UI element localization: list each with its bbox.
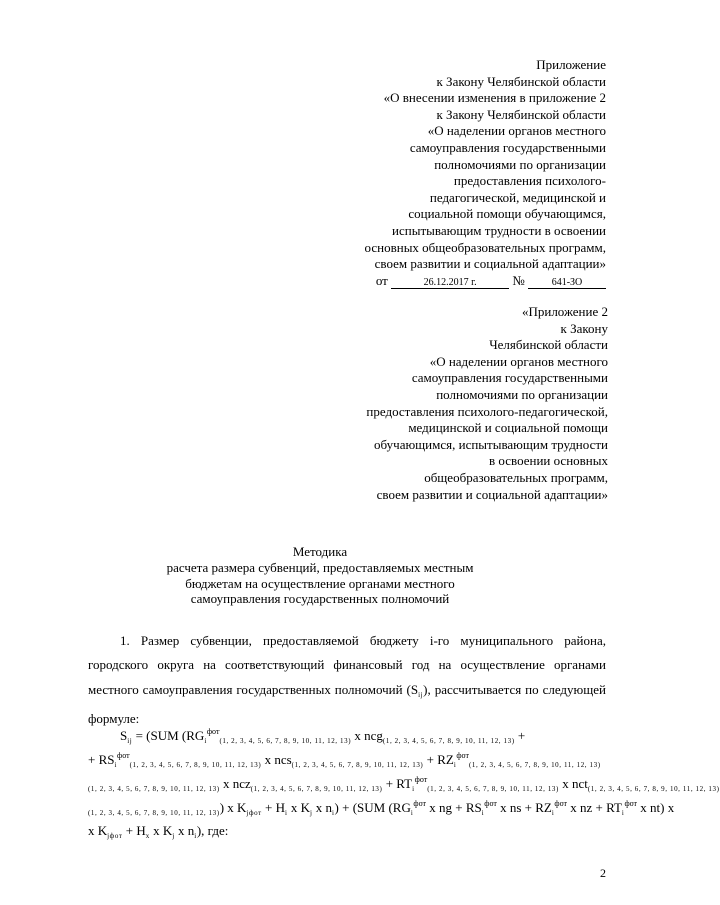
- formula-text: x K: [149, 823, 173, 838]
- formula-text: x K: [88, 823, 108, 838]
- formula-sub: j: [172, 832, 175, 840]
- formula-text: x n: [312, 800, 332, 815]
- formula-text: x nz + RT: [566, 800, 622, 815]
- formula-sup: фот: [554, 799, 567, 808]
- formula-sub: i: [621, 809, 625, 817]
- formula-text: ), где:: [196, 823, 229, 838]
- formula-sub: jфот: [246, 809, 262, 817]
- title-line: расчета размера субвенций, предоставляемых местным: [166, 559, 474, 575]
- number-sign: №: [512, 272, 525, 288]
- paragraph-1-end: ), рассчитывается по следующей формуле:: [88, 681, 606, 727]
- formula-text: x K: [287, 800, 310, 815]
- formula-line-3: [88, 775, 720, 793]
- law-number: 641-ЗО: [528, 277, 606, 289]
- formula-text: + RS: [88, 752, 115, 767]
- appendix2-line: общеобразовательных программ,: [424, 469, 608, 485]
- appendix2-line: «О наделении органов местного: [429, 353, 608, 369]
- formula-sub: i: [114, 761, 118, 769]
- formula-text: x ncg: [351, 728, 383, 743]
- formula-sup: фот: [624, 799, 638, 808]
- formula-sub: x: [145, 832, 150, 840]
- formula-sup: фот: [206, 727, 220, 736]
- appendix2-line: предоставления психолого-педагогической,: [366, 403, 608, 419]
- header-line: «О наделении органов местного: [427, 123, 606, 139]
- formula-sup: фот: [414, 775, 428, 784]
- appendix2-line: к Закону: [560, 320, 608, 336]
- appendix2-line: «Приложение 2: [521, 304, 608, 319]
- appendix-2-header: [248, 304, 608, 503]
- formula-text: = (SUM (RG: [132, 728, 205, 743]
- formula-sub: (1, 2, 3, 4, 5, 6, 7, 8, 9, 10, 11, 12, 13): [250, 785, 383, 793]
- appendix2-line: обучающимся, испытывающим трудности: [374, 436, 608, 452]
- page-number: 2: [600, 866, 606, 880]
- header-line: основных общеобразовательных программ,: [364, 239, 606, 255]
- header-line: самоуправления государственными: [409, 139, 606, 155]
- formula-text: x ncs: [261, 752, 292, 767]
- formula-sup: фот: [484, 799, 497, 808]
- formula-text: x nt) x: [637, 800, 675, 815]
- appendix2-line: самоуправления государственными: [411, 370, 608, 386]
- formula-text: +: [514, 728, 526, 743]
- title-line: бюджетам на осуществление органами местного: [185, 575, 455, 591]
- methodology-title: [150, 544, 490, 607]
- formula-sub: (1, 2, 3, 4, 5, 6, 7, 8, 9, 10, 11, 12, 13): [587, 785, 720, 793]
- formula-sub: i: [204, 737, 207, 745]
- formula-sub: i: [453, 761, 457, 769]
- formula-text: + RZ: [423, 752, 454, 767]
- formula-sub: i: [410, 809, 414, 817]
- formula-sub: (1, 2, 3, 4, 5, 6, 7, 8, 9, 10, 11, 12, 13): [291, 761, 424, 769]
- formula-text: + H: [122, 823, 146, 838]
- header-line: своем развитии и социальной адаптации»: [374, 256, 606, 272]
- header-line: Приложение: [536, 57, 606, 72]
- appendix-header: [246, 57, 606, 289]
- formula-sub: (1, 2, 3, 4, 5, 6, 7, 8, 9, 10, 11, 12, 13): [468, 761, 601, 769]
- appendix2-line: медицинской и социальной помощи: [408, 420, 608, 436]
- formula-sub: (1, 2, 3, 4, 5, 6, 7, 8, 9, 10, 11, 12, 13): [427, 785, 559, 793]
- formula-sub: j: [309, 809, 313, 817]
- formula-sub: i: [194, 832, 197, 840]
- formula-line-4: [88, 799, 675, 817]
- appendix2-line: своем развитии и социальной адаптации»: [376, 486, 608, 502]
- header-line: испытывающим трудности в освоении: [392, 222, 606, 238]
- law-date: 26.12.2017 г.: [391, 277, 509, 289]
- formula-sub: i: [412, 785, 415, 793]
- appendix2-line: Челябинской области: [489, 337, 608, 353]
- formula-sub: i: [332, 809, 335, 817]
- formula-text: ) x K: [219, 800, 247, 815]
- title-line: Методика: [292, 544, 348, 559]
- formula-text: ) + (SUM (RG: [334, 800, 411, 815]
- appendix2-line: в освоении основных: [489, 453, 608, 469]
- date-prefix: от: [375, 272, 388, 288]
- formula-sub: i: [551, 809, 555, 817]
- formula-text: x n: [174, 823, 195, 838]
- formula-sub: (1, 2, 3, 4, 5, 6, 7, 8, 9, 10, 11, 12, 13): [88, 809, 220, 817]
- formula-line-5: [88, 823, 608, 840]
- formula-sub: (1, 2, 3, 4, 5, 6, 7, 8, 9, 10, 11, 12, 13): [129, 761, 262, 769]
- appendix2-line: полномочиями по организации: [436, 386, 608, 402]
- formula-line-2: [88, 751, 608, 769]
- header-line: предоставления психолого-: [453, 173, 606, 189]
- formula-sub: i: [285, 809, 288, 817]
- formula-sub: jфот: [107, 832, 123, 840]
- paragraph-1-text: 1. Размер субвенции, предоставляемой бюджету i-го муниципального района, городского округа на соответствующий финансовый год на осуществление органами местного самоуправления государственных полномочий (S: [88, 633, 606, 697]
- paragraph-1-sub: ij: [418, 690, 424, 699]
- formula-text: x nct: [558, 776, 588, 791]
- formula-sup: фот: [456, 751, 469, 760]
- header-line: к Закону Челябинской области: [436, 106, 606, 122]
- header-line: полномочиями по организации: [434, 156, 606, 172]
- law-date-number: [246, 273, 606, 290]
- formula-sup: фот: [413, 799, 426, 808]
- formula-text: x ns + RZ: [496, 800, 552, 815]
- formula-line-1: [88, 727, 608, 745]
- title-line: самоуправления государственных полномочий: [190, 591, 450, 607]
- header-line: «О внесении изменения в приложение 2: [383, 90, 606, 106]
- formula-sub: i: [481, 809, 485, 817]
- formula-text: x ng + RS: [425, 800, 482, 815]
- formula-text: + RT: [382, 776, 413, 791]
- header-line: к Закону Челябинской области: [436, 73, 606, 89]
- formula-sup: фот: [117, 751, 130, 760]
- paragraph-1: [88, 629, 606, 732]
- header-line: социальной помощи обучающимся,: [408, 206, 606, 222]
- formula-text: + H: [261, 800, 286, 815]
- formula-text: x ncz: [219, 776, 251, 791]
- formula-text: S: [120, 728, 128, 743]
- formula-sub: ij: [127, 737, 133, 745]
- header-line: педагогической, медицинской и: [429, 189, 606, 205]
- formula-sub: (1, 2, 3, 4, 5, 6, 7, 8, 9, 10, 11, 12, 13): [382, 737, 515, 745]
- formula-sub: (1, 2, 3, 4, 5, 6, 7, 8, 9, 10, 11, 12, 13): [88, 785, 220, 793]
- formula-sub: (1, 2, 3, 4, 5, 6, 7, 8, 9, 10, 11, 12, 13): [219, 737, 352, 745]
